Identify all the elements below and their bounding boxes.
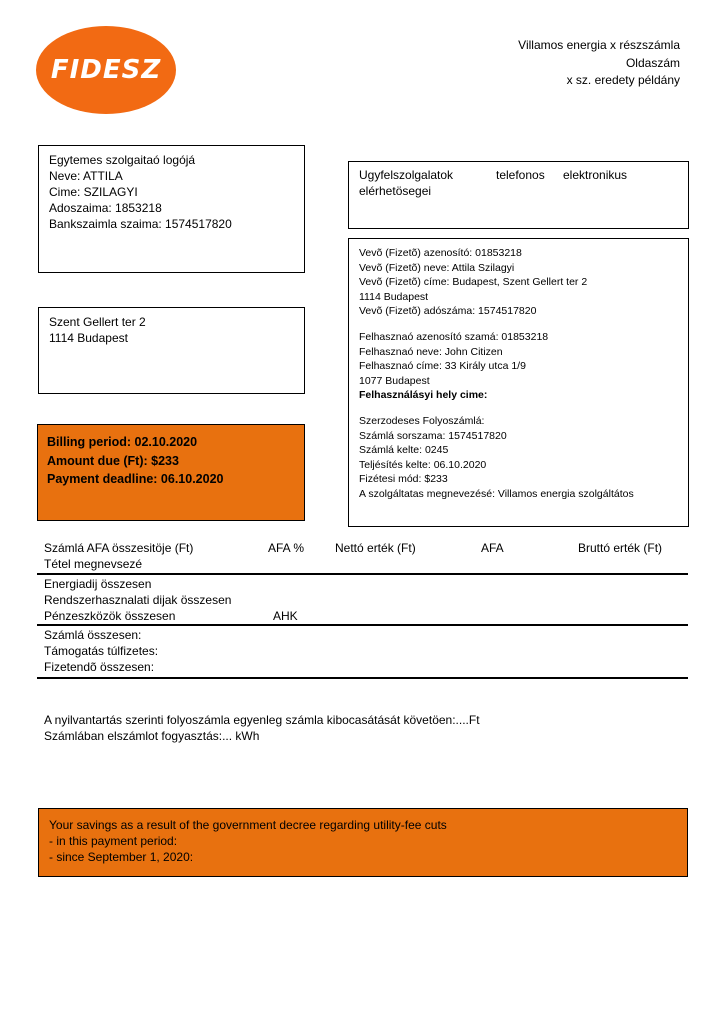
user-city: 1077 Budapest [359,374,430,387]
savings-box [38,808,688,877]
account-balance-note: A nyilvantartás szerinti folyoszámla egyenleg számla kibocasátását követöen:....Ft [44,713,480,727]
mailing-address-box [38,307,305,394]
amount-payable-label: Fizetendõ összesen: [44,660,155,674]
provider-box [38,145,305,273]
address-city: 1114 Budapest [49,331,128,345]
buyer-address: Vevõ (Fizetõ) címe: Budapest, Szent Gellert ter 2 [359,276,588,289]
buyer-city: 1114 Budapest [359,290,429,303]
col-header-summary: Számlá AFA összesitöje (Ft) [44,541,194,555]
contract-account: Szerzodeses Folyoszámlá: [359,414,485,427]
provider-tax-number: Adoszaima: 1853218 [49,201,162,215]
page-number-label: Oldaszám [625,56,680,70]
payment-method: Fizétesi mód: $233 [359,473,448,486]
provider-bank-account: Bankszaimla szaima: 1574517820 [49,217,232,231]
provider-address: Cime: SZILAGYI [49,185,138,199]
service-word-2: telefonos [496,168,545,182]
service-name: A szolgáltatas megnevezésé: Villamos energia szolgáltátos [359,487,634,500]
logo-text: FIDESZ [50,55,162,85]
table-header-rule [37,573,688,575]
col-header-vat: AFA [481,541,504,555]
ahk-label: AHK [273,609,298,623]
billing-period: Billing period: 02.10.2020 [47,435,198,449]
support-overpayment-label: Támogatás túlfizetes: [44,644,159,658]
table-bottom-rule [37,677,688,679]
billing-summary-box [37,424,305,521]
savings-since-date: - since September 1, 2020: [49,850,194,864]
address-street: Szent Gellert ter 2 [49,315,146,329]
col-header-gross: Bruttó erték (Ft) [578,541,663,555]
col-header-vat-percent: AFA % [268,541,305,555]
user-name: Felhasznaó neve: John Citizen [359,345,503,358]
savings-title: Your savings as a result of the government decree regarding utility-fee cuts [49,818,447,832]
invoice-serial-number: Számlá sorszama: 1574517820 [359,429,507,442]
buyer-name: Vevõ (Fizetõ) neve: Attila Szilagyi [359,261,515,274]
table-body-rule [37,624,688,626]
col-header-item-name: Tétel megnevsezé [44,557,143,571]
invoice-type: Villamos energia x részszámla [518,38,680,52]
col-header-net: Nettó erték (Ft) [335,541,416,555]
invoice-date: Számlá kelte: 0245 [359,444,449,457]
fulfillment-date: Teljésítés kelte: 06.10.2020 [359,458,487,471]
provider-name: Neve: ATTILA [49,169,123,183]
provider-logo-label: Egytemes szolgaitaó logójá [49,153,196,167]
customer-service-box [348,161,689,229]
service-word-3: elektronikus [563,168,628,182]
copy-label: x sz. eredety példány [566,73,680,87]
buyer-tax-number: Vevõ (Fizetõ) adószáma: 1574517820 [359,305,537,318]
user-address: Felhasznaó címe: 33 Király utca 1/9 [359,360,526,373]
amount-due: Amount due (Ft): $233 [47,453,179,468]
row-energy-total: Energiadij összesen [44,577,152,591]
fidesz-logo [36,26,176,114]
service-word-1: Ugyfelszolgalatok [359,168,454,182]
consumption-note: Számlában elszámlot fogyasztás:... kWh [44,729,260,743]
savings-this-period: - in this payment period: [49,834,178,848]
user-id: Felhasznaó azenosító szamá: 01853218 [359,330,549,343]
row-funds-total: Pénzeszközök összesen [44,609,176,623]
payment-deadline: Payment deadline: 06.10.2020 [47,472,224,486]
usage-place-label: Felhasználásyi hely cime: [359,389,488,402]
row-system-fees-total: Rendszerhasznalati dijak összesen [44,593,232,607]
service-line-2: elérhetösegei [359,184,432,198]
buyer-id: Vevõ (Fizetõ) azenosító: 01853218 [359,247,522,259]
customer-details-box [348,238,689,527]
invoice-total-label: Számlá összesen: [44,628,142,642]
